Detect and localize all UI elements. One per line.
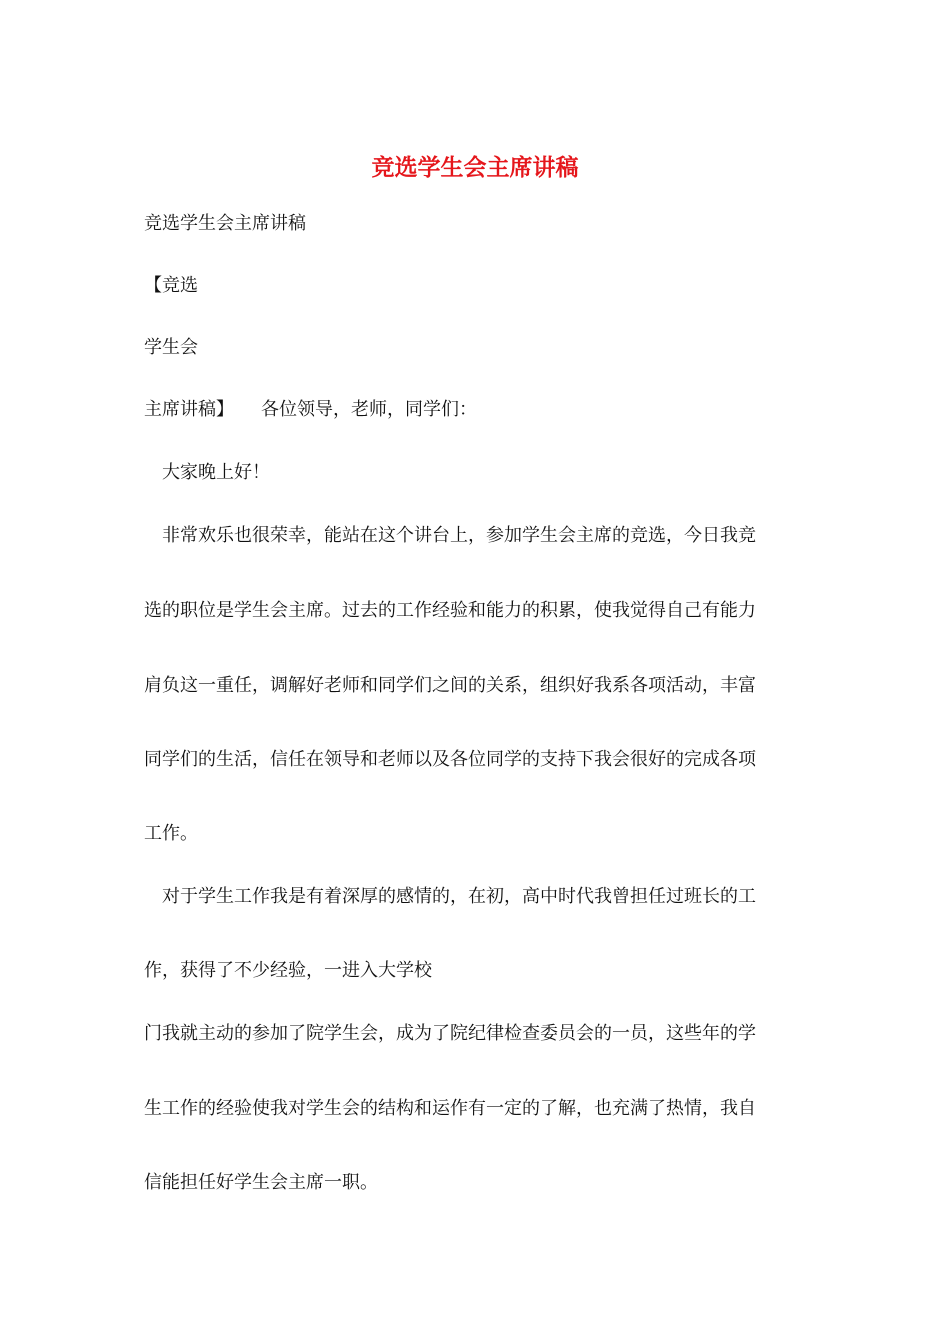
text-line: 竞选学生会主席讲稿 bbox=[144, 213, 306, 234]
text-line: 工作。 bbox=[144, 823, 198, 844]
text-line: 非常欢乐也很荣幸，能站在这个讲台上，参加学生会主席的竞选，今日我竞 bbox=[144, 525, 756, 546]
text-line: 【竞选 bbox=[144, 275, 198, 296]
text-line: 选的职位是学生会主席。过去的工作经验和能力的积累，使我觉得自己有能力 bbox=[144, 600, 756, 621]
document-title: 竞选学生会主席讲稿 bbox=[371, 154, 579, 181]
text-line: 作，获得了不少经验，一进入大学校 bbox=[144, 960, 432, 981]
text-line: 信能担任好学生会主席一职。 bbox=[144, 1172, 378, 1193]
text-line: 大家晚上好！ bbox=[144, 462, 270, 483]
text-line: 主席讲稿】 各位领导，老师，同学们： bbox=[144, 399, 477, 420]
text-line: 肩负这一重任，调解好老师和同学们之间的关系，组织好我系各项活动，丰富 bbox=[144, 675, 756, 696]
text-line: 门我就主动的参加了院学生会，成为了院纪律检查委员会的一员，这些年的学 bbox=[144, 1023, 756, 1044]
text-line: 对于学生工作我是有着深厚的感情的，在初，高中时代我曾担任过班长的工 bbox=[144, 886, 756, 907]
text-line: 生工作的经验使我对学生会的结构和运作有一定的了解，也充满了热情，我自 bbox=[144, 1098, 756, 1119]
text-line: 学生会 bbox=[144, 337, 198, 358]
text-line: 同学们的生活，信任在领导和老师以及各位同学的支持下我会很好的完成各项 bbox=[144, 749, 756, 770]
